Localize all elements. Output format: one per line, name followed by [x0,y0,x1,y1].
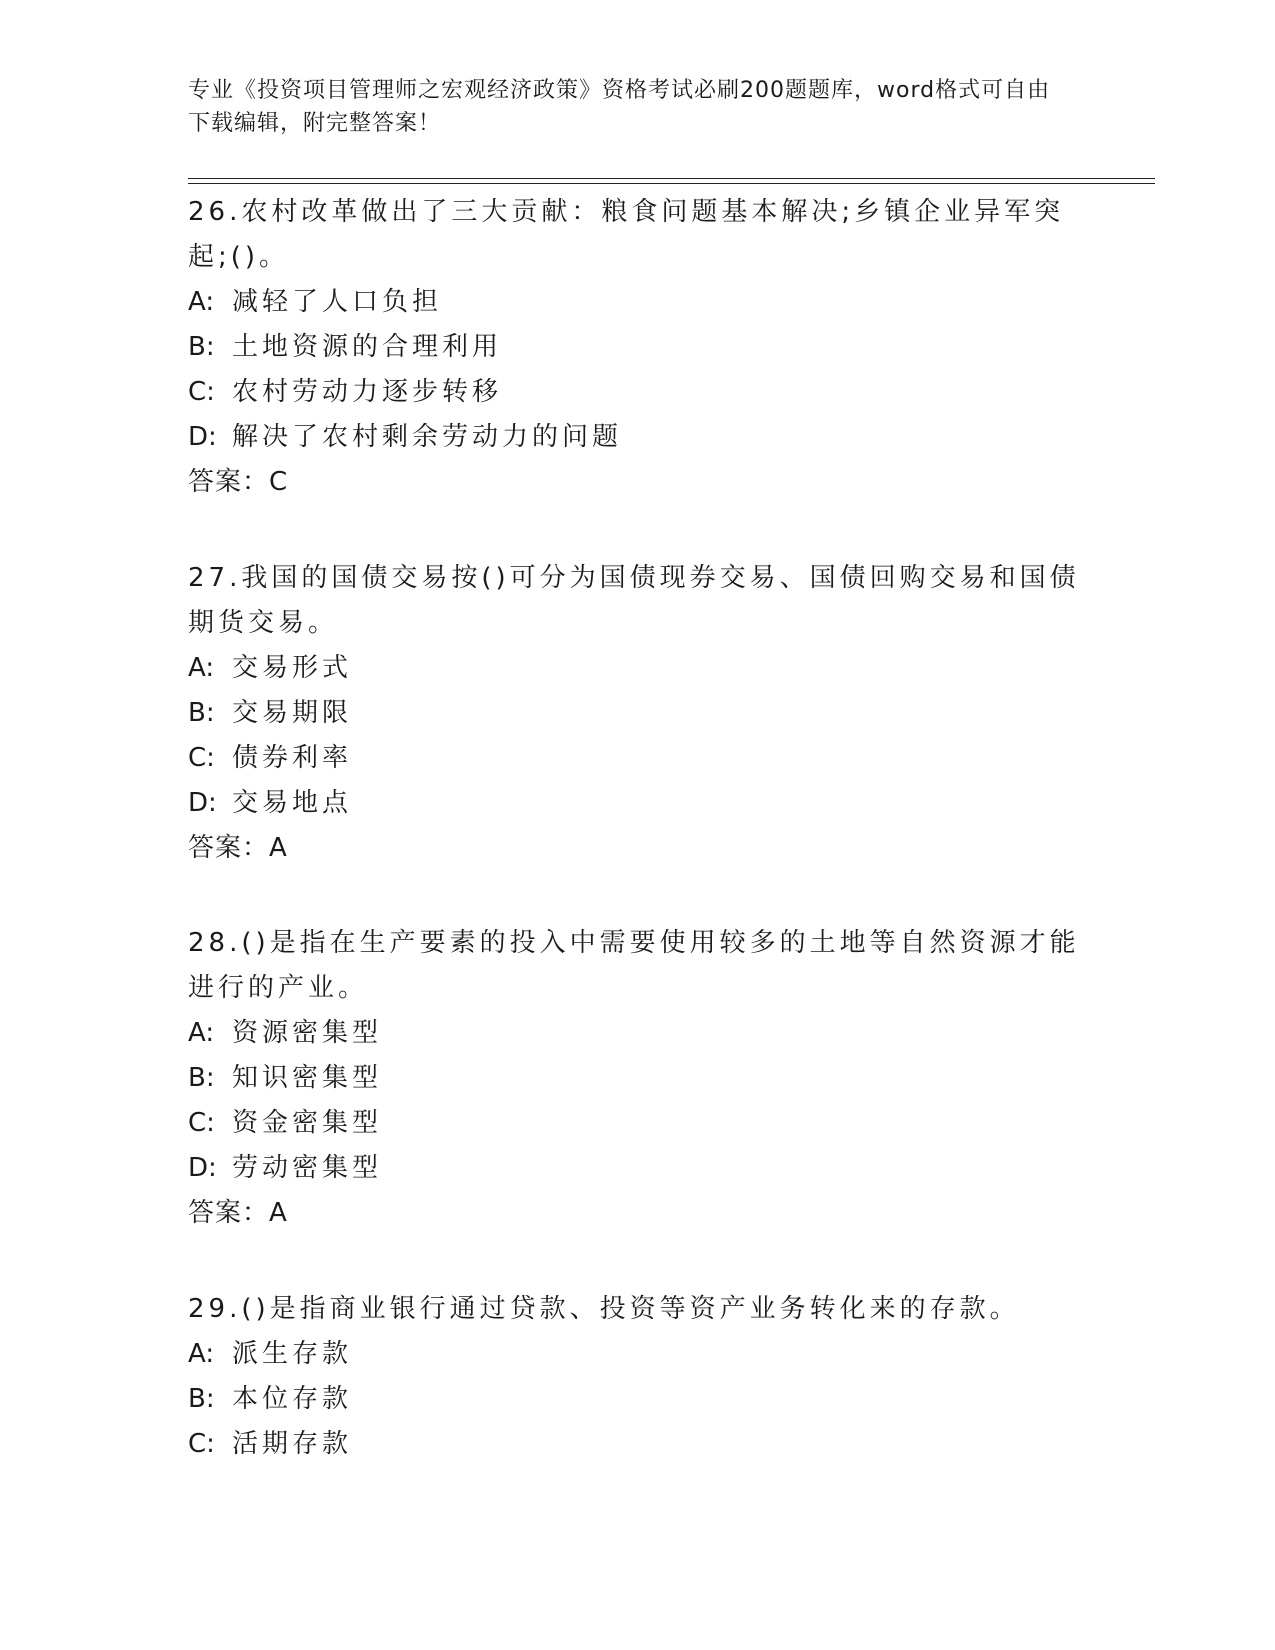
option-key: A: [188,1339,215,1369]
option-key: A: [188,287,215,317]
question-27 [188,556,1088,871]
option-text: 交易形式 [232,653,353,683]
option-text: 交易期限 [232,698,353,728]
option-c [188,370,1088,415]
option-b [188,1377,1088,1422]
question-stem: 26.农村改革做出了三大贡献：粮食问题基本解决;乡镇企业异军突起;()。 [188,197,1065,272]
option-text: 派生存款 [232,1339,353,1369]
header-divider-bottom [188,183,1155,184]
question-stem: 29.()是指商业银行通过贷款、投资等资产业务转化来的存款。 [188,1294,1020,1324]
option-text: 土地资源的合理利用 [232,332,503,362]
option-c [188,1422,1088,1467]
question-29 [188,1287,1088,1467]
option-b [188,691,1088,736]
option-d [188,1146,1088,1191]
answer: 答案：A [188,1198,288,1228]
option-key: D: [188,1153,217,1183]
option-text: 减轻了人口负担 [232,287,443,317]
document-header: 专业《投资项目管理师之宏观经济政策》资格考试必刷200题题库，word格式可自由下载编辑，附完整答案！ [188,78,1051,136]
option-text: 资源密集型 [232,1018,383,1048]
option-key: A: [188,1018,215,1048]
option-key: C: [188,1429,215,1459]
option-text: 农村劳动力逐步转移 [232,377,503,407]
option-key: B: [188,698,215,728]
option-d [188,781,1088,826]
option-key: B: [188,1063,215,1093]
header-divider-top [188,178,1155,179]
question-stem: 28.()是指在生产要素的投入中需要使用较多的土地等自然资源才能进行的产业。 [188,928,1080,1003]
option-c [188,1101,1088,1146]
option-key: C: [188,743,215,773]
option-b [188,1056,1088,1101]
option-key: D: [188,422,217,452]
option-a [188,1011,1088,1056]
option-key: B: [188,1384,215,1414]
option-text: 知识密集型 [232,1063,383,1093]
option-text: 资金密集型 [232,1108,383,1138]
option-key: C: [188,377,215,407]
option-text: 劳动密集型 [232,1153,383,1183]
question-stem: 27.我国的国债交易按()可分为国债现券交易、国债回购交易和国债期货交易。 [188,563,1080,638]
option-key: D: [188,788,217,818]
option-b [188,325,1088,370]
option-text: 本位存款 [232,1384,353,1414]
question-28 [188,921,1088,1236]
option-d [188,415,1088,460]
option-key: C: [188,1108,215,1138]
answer: 答案：C [188,467,289,497]
option-a [188,280,1088,325]
option-text: 交易地点 [232,788,353,818]
option-c [188,736,1088,781]
option-key: B: [188,332,215,362]
option-key: A: [188,653,215,683]
option-text: 解决了农村剩余劳动力的问题 [232,422,623,452]
question-26 [188,190,1088,505]
answer: 答案：A [188,833,288,863]
option-text: 活期存款 [232,1429,353,1459]
option-a [188,646,1088,691]
option-a [188,1332,1088,1377]
option-text: 债券利率 [232,743,353,773]
